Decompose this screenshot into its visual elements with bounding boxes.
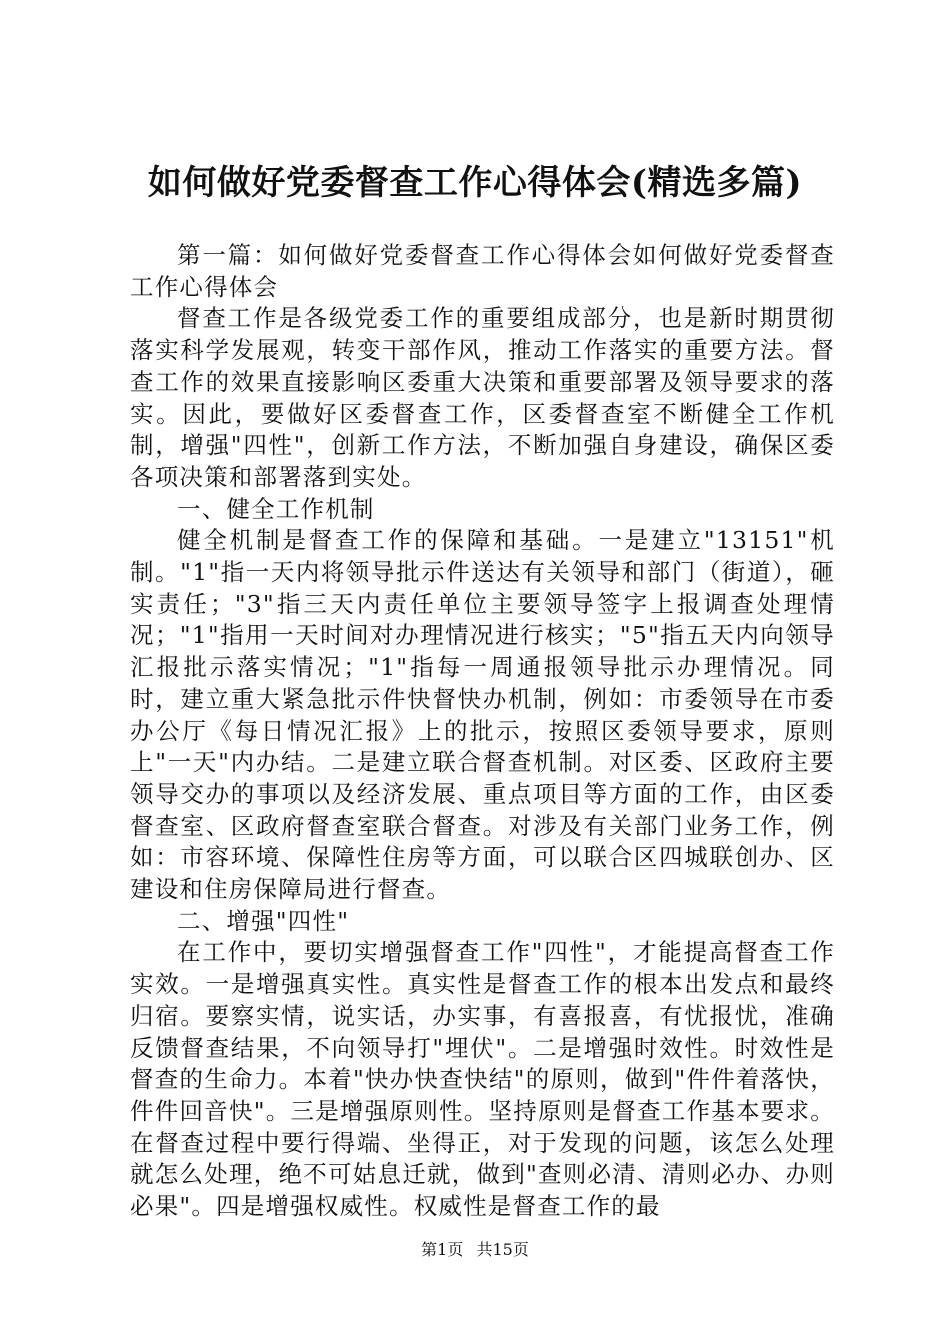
page-total: 共15页 [476,1240,529,1259]
document-title: 如何做好党委督查工作心得体会(精选多篇) [147,163,803,203]
document-body [130,240,835,1223]
page-footer [0,1238,950,1262]
section-heading-four-qualities: 二、增强"四性" [177,906,350,935]
page-number: 第1页 [421,1240,464,1259]
paragraph-heading-part-one: 第一篇：如何做好党委督查工作心得体会如何做好党委督查工作心得体会 [130,241,835,301]
section-heading-mechanism: 一、健全工作机制 [177,494,375,523]
paragraph-intro: 督查工作是各级党委工作的重要组成部分，也是新时期贯彻落实科学发展观，转变干部作风，推动工作落实的重要方法。督查工作的效果直接影响区委重大决策和重要部署及领导要求的落实。因此，要做好区委督查工作，区委督查室不断健全工作机制，增强"四性"，创新工作方法，不断加强自身建设，确保区委各项决策和部署落到实处。 [130,304,835,491]
paragraph-four-qualities: 在工作中，要切实增强督查工作"四性"，才能提高督查工作实效。一是增强真实性。真实性是督查工作的根本出发点和最终归宿。要察实情，说实话，办实事，有喜报喜，有忧报忧，准确反馈督查结果，不向领导打"埋伏"。二是增强时效性。时效性是督查的生命力。本着"快办快查快结"的原则，做到"件件着落快，件件回音快"。三是增强原则性。坚持原则是督查工作基本要求。在督查过程中要行得端、坐得正，对于发现的问题，该怎么处理就怎么处理，绝不可姑息迁就，做到"查则必清、清则必办、办则必果"。四是增强权威性。权威性是督查工作的最 [130,938,835,1221]
paragraph-mechanism: 健全机制是督查工作的保障和基础。一是建立"13151"机制。"1"指一天内将领导批示件送达有关领导和部门（街道），砸实责任；"3"指三天内责任单位主要领导签字上报调查处理情况；"1"指用一天时间对办理情况进行核实；"5"指五天内向领导汇报批示落实情况；"1"指每一周通报领导批示办理情况。同时，建立重大紧急批示件快督快办机制，例如：市委领导在市委办公厅《每日情况汇报》上的批示，按照区委领导要求，原则上"一天"内办结。二是建立联合督查机制。对区委、区政府主要领导交办的事项以及经济发展、重点项目等方面的工作，由区委督查室、区政府督查室联合督查。对涉及有关部门业务工作，例如：市容环境、保障性住房等方面，可以联合区四城联创办、区建设和住房保障局进行督查。 [130,526,835,904]
